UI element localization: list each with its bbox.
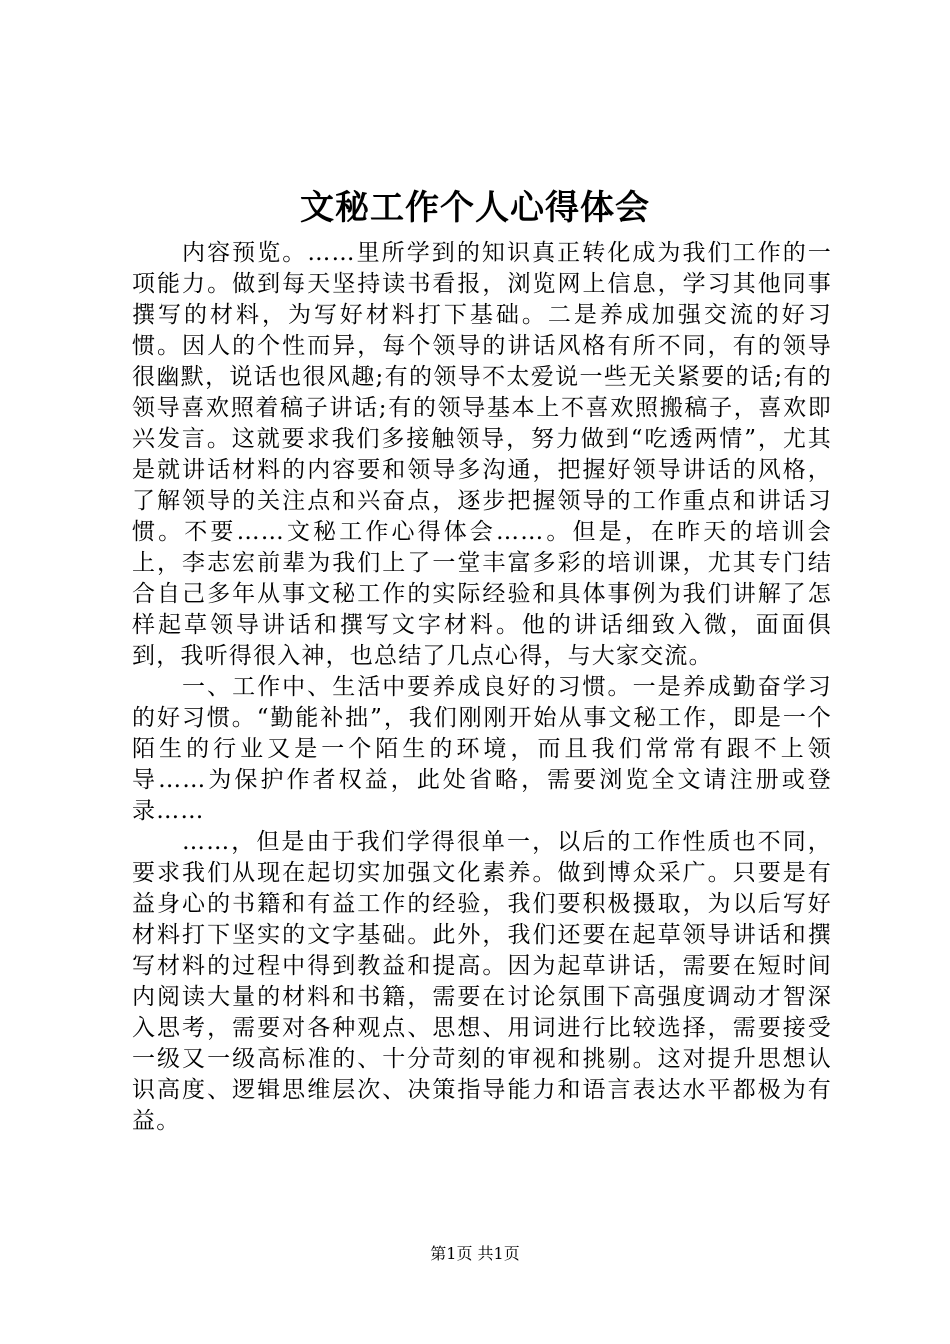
paragraph-1: 内容预览。……里所学到的知识真正转化成为我们工作的一项能力。做到每天坚持读书看报，浏览网上信息，学习其他同事撰写的材料，为写好材料打下基础。二是养成加强交流的好习惯。因人的个性而异，每个领导的讲话风格有所不同，有的领导很幽默，说话也很风趣;有的领导不太爱说一些无关紧要的话;有的领导喜欢照着稿子讲话;有的领导基本上不喜欢照搬稿子，喜欢即兴发言。这就要求我们多接触领导，努力做到“吃透两情”，尤其是就讲话材料的内容要和领导多沟通，把握好领导讲话的风格，了解领导的关注点和兴奋点，逐步把握领导的工作重点和讲话习惯。不要……文秘工作心得体会……。但是，在昨天的培训会上，李志宏前辈为我们上了一堂丰富多彩的培训课，尤其专门结合自己多年从事文秘工作的实际经验和具体事例为我们讲解了怎样起草领导讲话和撰写文字材料。他的讲话细致入微，面面俱到，我听得很入神，也总结了几点心得，与大家交流。 bbox=[132, 240, 832, 669]
paragraph-2: 一、工作中、生活中要养成良好的习惯。一是养成勤奋学习的好习惯。“勤能补拙”，我们刚刚开始从事文秘工作，即是一个陌生的行业又是一个陌生的环境，而且我们常常有跟不上领导……为保护作者权益，此处省略，需要浏览全文请注册或登录…… bbox=[132, 674, 832, 824]
document-body bbox=[132, 238, 832, 1137]
paragraph-3: ……，但是由于我们学得很单一，以后的工作性质也不同，要求我们从现在起切实加强文化素养。做到博众采广。只要是有益身心的书籍和有益工作的经验，我们要积极摄取，为以后写好材料打下坚实的文字基础。此外，我们还要在起草领导讲话和撰写材料的过程中得到教益和提高。因为起草讲话，需要在短时间内阅读大量的材料和书籍，需要在讨论氛围下高强度调动才智深入思考，需要对各种观点、思想、用词进行比较选择，需要接受一级又一级高标准的、十分苛刻的审视和挑剔。这对提升思想认识高度、逻辑思维层次、决策指导能力和语言表达水平都极为有益。 bbox=[132, 829, 832, 1134]
page-title: 文秘工作个人心得体会 bbox=[300, 188, 650, 228]
page-footer: 第1页 共1页 bbox=[430, 1244, 520, 1263]
